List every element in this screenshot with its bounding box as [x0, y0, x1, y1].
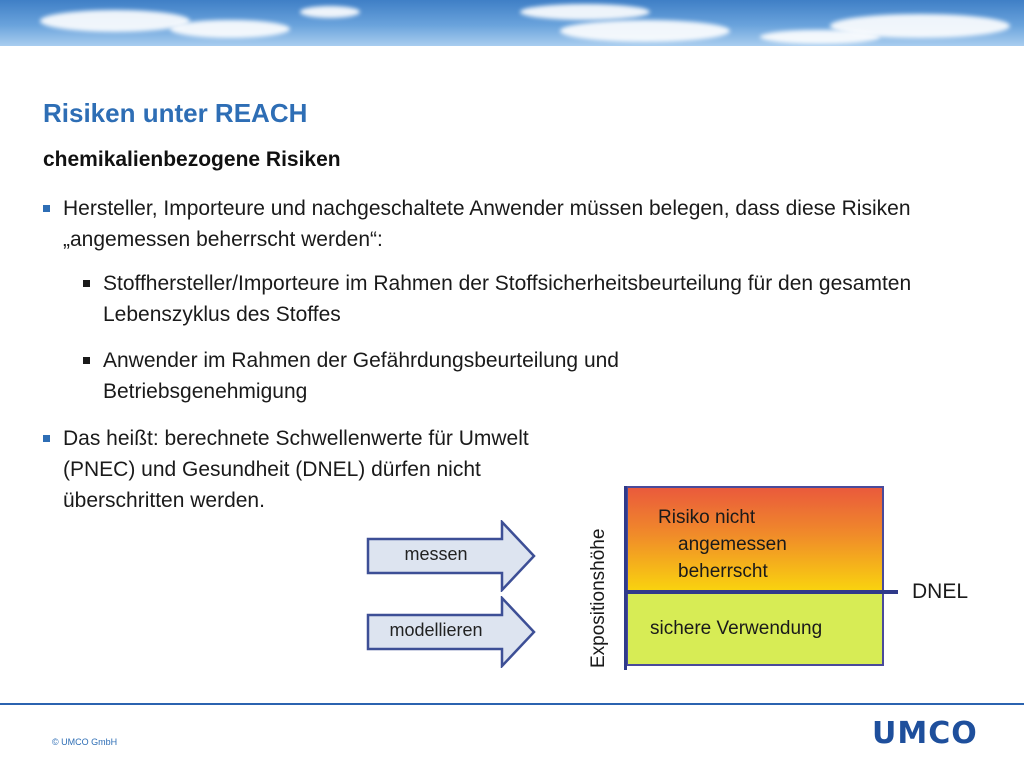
slide-title: Risiken unter REACH	[43, 98, 308, 128]
dnel-label: DNEL	[912, 580, 969, 603]
square-bullet-icon	[83, 357, 90, 364]
copyright-text: © UMCO GmbH	[52, 737, 118, 747]
slide-subtitle: chemikalienbezogene Risiken	[43, 148, 341, 171]
exposure-diagram	[626, 486, 884, 666]
square-bullet-icon	[43, 205, 50, 212]
exposure-axis	[624, 486, 627, 670]
bullet-text: Stoffhersteller/Importeure im Rahmen der Stoffsicherheitsbeurteilung für den gesamten Lebenszyklus des Stoffes	[103, 272, 912, 326]
safe-zone-label: sichere Verwendung	[650, 618, 823, 639]
model-label: modellieren	[389, 620, 483, 640]
umco-logo: UMCO	[872, 716, 978, 751]
risk-line-1: Risiko nicht	[658, 507, 756, 528]
bullet-text: Anwender im Rahmen der Gefährdungsbeurteilung und Betriebsgenehmigung	[103, 349, 619, 403]
bullet-text: Das heißt: berechnete Schwellenwerte für Umwelt (PNEC) und Gesundheit (DNEL) dürfen nicht überschritten werden.	[63, 427, 529, 512]
risk-line-2: angemessen	[678, 534, 787, 555]
measure-label: messen	[404, 544, 468, 564]
dnel-threshold-line	[626, 590, 898, 594]
risk-line-3: beherrscht	[678, 561, 768, 582]
square-bullet-icon	[43, 435, 50, 442]
exposure-axis-label: Expositionshöhe	[588, 528, 609, 668]
bullet-text: Hersteller, Importeure und nachgeschaltete Anwender müssen belegen, dass diese Risiken „angemessen beherrscht werden“:	[63, 197, 911, 251]
sky-header-banner	[0, 0, 1024, 46]
footer-divider	[0, 703, 1024, 705]
risk-zone-label	[658, 504, 787, 585]
square-bullet-icon	[83, 280, 90, 287]
